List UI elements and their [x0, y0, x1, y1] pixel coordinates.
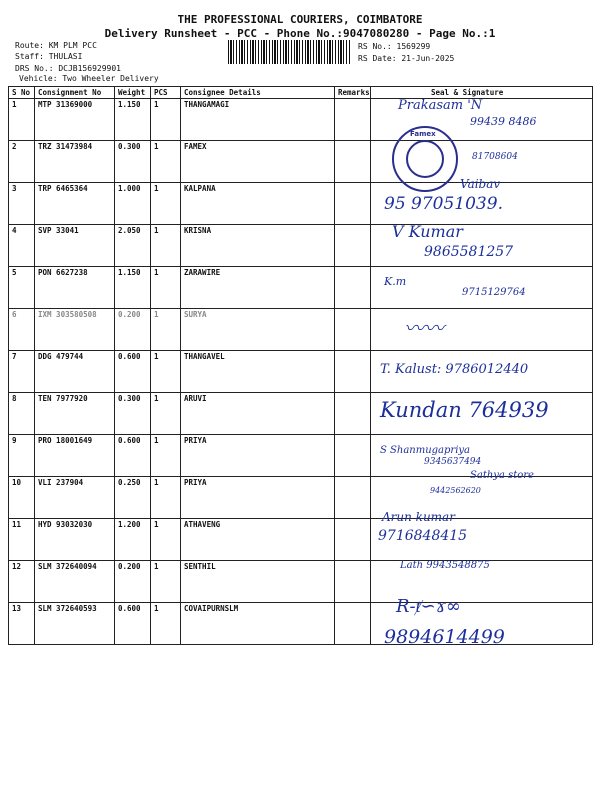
- cell-consignee: FAMEX: [181, 141, 335, 183]
- cell-sno: 1: [9, 99, 35, 141]
- drs-label: DRS No.: DCJB156929901: [15, 64, 121, 73]
- handwritten-signature: 〰〰: [404, 316, 444, 340]
- cell-pcs: 1: [151, 141, 181, 183]
- cell-weight: 1.200: [115, 519, 151, 561]
- table-row: [9, 309, 593, 351]
- cell-consignee: ARUVI: [181, 393, 335, 435]
- cell-remarks: [335, 309, 371, 351]
- cell-weight: 0.250: [115, 477, 151, 519]
- cell-weight: 1.000: [115, 183, 151, 225]
- cell-remarks: [335, 267, 371, 309]
- handwritten-phone: 81708604: [472, 152, 518, 162]
- cell-remarks: [335, 141, 371, 183]
- handwritten-phone: 9345637494: [424, 457, 482, 467]
- cell-pcs: 1: [151, 561, 181, 603]
- cell-consignee: THANGAVEL: [181, 351, 335, 393]
- cell-consignment: HYD 93032030: [35, 519, 115, 561]
- cell-sno: 4: [9, 225, 35, 267]
- cell-consignee: COVAIPURNSLM: [181, 603, 335, 645]
- handwritten-phone: 9715129764: [462, 287, 526, 298]
- cell-consignment: VLI 237904: [35, 477, 115, 519]
- cell-weight: 0.300: [115, 393, 151, 435]
- company-seal-stamp: Famex: [392, 126, 458, 192]
- cell-remarks: [335, 561, 371, 603]
- handwritten-phone: 9865581257: [424, 244, 514, 260]
- cell-weight: 2.050: [115, 225, 151, 267]
- cell-remarks: [335, 603, 371, 645]
- cell-remarks: [335, 435, 371, 477]
- cell-remarks: [335, 99, 371, 141]
- table-header-row: [9, 87, 593, 99]
- handwritten-signature: R-ⱦ∽ɤ∞: [396, 596, 461, 617]
- cell-consignment: SLM 372640593: [35, 603, 115, 645]
- cell-consignment: TRZ 31473984: [35, 141, 115, 183]
- cell-sno: 11: [9, 519, 35, 561]
- handwritten-signature: Sathya store: [470, 470, 534, 481]
- cell-weight: 0.200: [115, 561, 151, 603]
- cell-consignment: SLM 372640094: [35, 561, 115, 603]
- cell-pcs: 1: [151, 225, 181, 267]
- handwritten-signature: Kundan 764939: [380, 398, 549, 422]
- col-sno: S No: [9, 87, 35, 99]
- barcode: [228, 40, 350, 64]
- cell-sno: 12: [9, 561, 35, 603]
- cell-sno: 2: [9, 141, 35, 183]
- handwritten-signature: K.m: [384, 275, 407, 288]
- table-row: [9, 561, 593, 603]
- cell-consignment: PON 6627238: [35, 267, 115, 309]
- cell-consignment: TEN 7977920: [35, 393, 115, 435]
- cell-sno: 9: [9, 435, 35, 477]
- handwritten-phone: 95 97051039.: [384, 194, 503, 214]
- cell-consignee: ZARAWIRE: [181, 267, 335, 309]
- cell-pcs: 1: [151, 183, 181, 225]
- cell-sno: 13: [9, 603, 35, 645]
- cell-pcs: 1: [151, 309, 181, 351]
- table-row: [9, 183, 593, 225]
- cell-consignment: IXM 303580508: [35, 309, 115, 351]
- cell-consignee: ATHAVENG: [181, 519, 335, 561]
- handwritten-phone: 9894614499: [384, 626, 505, 648]
- cell-sno: 6: [9, 309, 35, 351]
- handwritten-signature: V Kumar: [392, 222, 463, 241]
- cell-remarks: [335, 225, 371, 267]
- cell-sno: 8: [9, 393, 35, 435]
- handwritten-signature: T. Kalust: 9786012440: [380, 362, 529, 377]
- rs-date-label: RS Date: 21-Jun-2025: [358, 54, 455, 63]
- handwritten-phone: 99439 8486: [470, 115, 537, 128]
- table-row: [9, 477, 593, 519]
- cell-consignee: PRIYA: [181, 477, 335, 519]
- cell-sno: 7: [9, 351, 35, 393]
- handwritten-signature: S Shanmugapriya: [380, 445, 470, 456]
- cell-weight: 0.600: [115, 603, 151, 645]
- table-row: [9, 519, 593, 561]
- staff-label: Staff: THULASI: [15, 52, 83, 61]
- cell-remarks: [335, 519, 371, 561]
- cell-consignment: MTP 31369000: [35, 99, 115, 141]
- col-remarks: Remarks: [335, 87, 371, 99]
- cell-pcs: 1: [151, 99, 181, 141]
- rs-no-label: RS No.: 1569299: [358, 42, 431, 51]
- cell-pcs: 1: [151, 351, 181, 393]
- cell-consignment: SVP 33041: [35, 225, 115, 267]
- handwritten-signature: Vaibav: [460, 177, 501, 191]
- route-label: Route: KM PLM PCC: [15, 41, 97, 50]
- col-seal-signature: Seal & Signature: [371, 87, 593, 99]
- cell-weight: 0.300: [115, 141, 151, 183]
- handwritten-phone: 9442562620: [430, 486, 481, 495]
- cell-pcs: 1: [151, 267, 181, 309]
- cell-weight: 1.150: [115, 267, 151, 309]
- company-title: THE PROFESSIONAL COURIERS, COIMBATORE: [177, 13, 423, 26]
- vehicle-label: Vehicle: Two Wheeler Delivery: [19, 74, 159, 83]
- cell-pcs: 1: [151, 477, 181, 519]
- cell-weight: 0.600: [115, 351, 151, 393]
- cell-consignment: TRP 6465364: [35, 183, 115, 225]
- cell-weight: 1.150: [115, 99, 151, 141]
- cell-sno: 5: [9, 267, 35, 309]
- cell-sno: 10: [9, 477, 35, 519]
- cell-consignee: SURYA: [181, 309, 335, 351]
- cell-consignee: THANGAMAGI: [181, 99, 335, 141]
- cell-consignee: PRIYA: [181, 435, 335, 477]
- handwritten-signature: Arun kumar: [382, 510, 455, 524]
- handwritten-signature: Prakasam 'N: [398, 98, 483, 113]
- cell-remarks: [335, 477, 371, 519]
- col-weight: Weight: [115, 87, 151, 99]
- col-pcs: PCS: [151, 87, 181, 99]
- cell-pcs: 1: [151, 603, 181, 645]
- cell-consignee: KALPANA: [181, 183, 335, 225]
- runsheet-subtitle: Delivery Runsheet - PCC - Phone No.:9047080280 - Page No.:1: [104, 27, 496, 40]
- cell-remarks: [335, 393, 371, 435]
- cell-remarks: [335, 183, 371, 225]
- cell-remarks: [335, 351, 371, 393]
- cell-consignee: KRISNA: [181, 225, 335, 267]
- handwritten-signature: Lath 9943548875: [400, 560, 490, 571]
- table-row: [9, 603, 593, 645]
- cell-sno: 3: [9, 183, 35, 225]
- cell-pcs: 1: [151, 393, 181, 435]
- cell-pcs: 1: [151, 435, 181, 477]
- cell-consignee: SENTHIL: [181, 561, 335, 603]
- cell-consignment: PRO 18001649: [35, 435, 115, 477]
- handwritten-phone: 9716848415: [378, 528, 468, 544]
- cell-consignment: DDG 479744: [35, 351, 115, 393]
- cell-weight: 0.600: [115, 435, 151, 477]
- col-consignment: Consignment No: [35, 87, 115, 99]
- col-consignee: Consignee Details: [181, 87, 335, 99]
- cell-pcs: 1: [151, 519, 181, 561]
- cell-weight: 0.200: [115, 309, 151, 351]
